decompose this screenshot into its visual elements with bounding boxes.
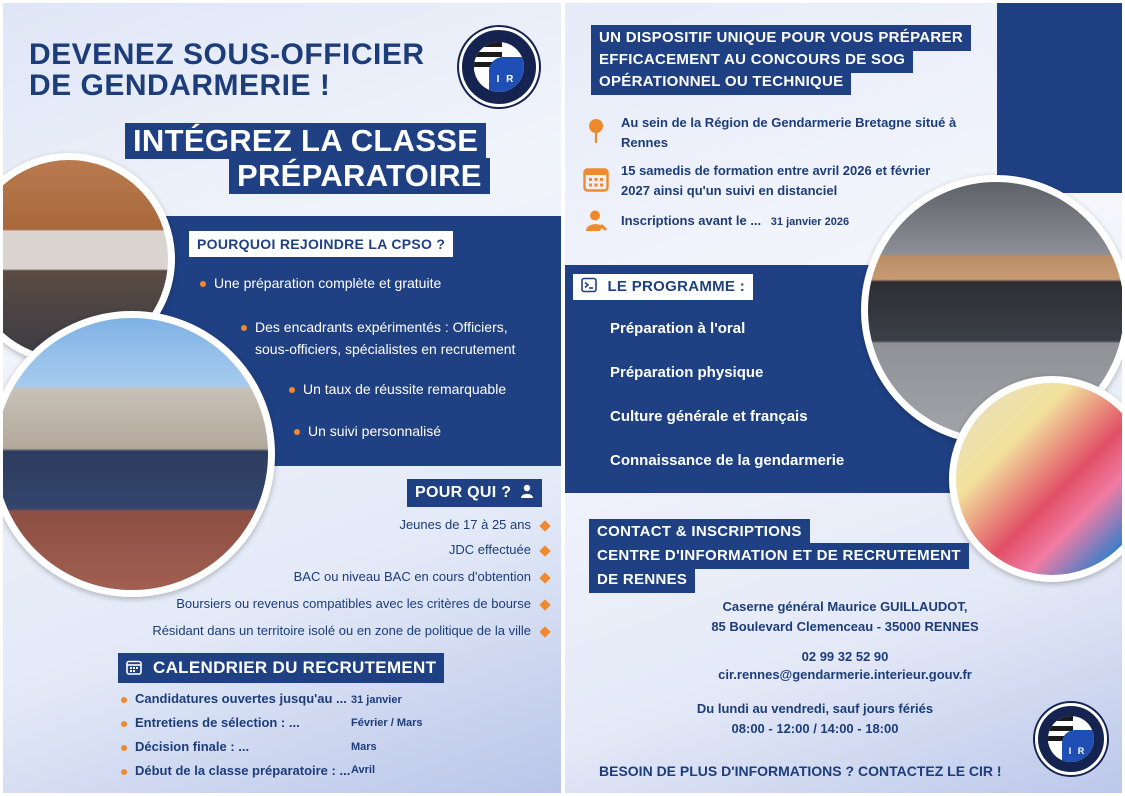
header-line-3: OPÉRATIONNEL OU TECHNIQUE (591, 69, 851, 95)
left-flyer (3, 3, 561, 793)
subtitle-line-2: PRÉPARATOIRE (229, 158, 490, 194)
why-item-2: Des encadrants expérimentés : Officiers, sous-officiers, spécialistes en recrutement (241, 316, 515, 360)
email: cir.rennes@gendarmerie.interieur.gouv.fr (718, 667, 972, 682)
user-edit-icon (585, 209, 609, 233)
contact-line-1: CONTACT & INSCRIPTIONS (589, 519, 810, 545)
calendar-heading: CALENDRIER DU RECRUTEMENT (118, 653, 444, 683)
calendar-item: Début de la classe préparatoire : ... (121, 761, 350, 781)
info-location: Au sein de la Région de Gendarmerie Bretagne situé à Rennes (621, 115, 957, 150)
address: Caserne général Maurice GUILLAUDOT, 85 Boulevard Clemenceau - 35000 RENNES (711, 599, 979, 634)
why-heading: POURQUOI REJOINDRE LA CPSO ? (189, 231, 453, 257)
who-item: Boursiers ou revenus compatibles avec les critères de bourse (176, 594, 549, 614)
program-item: Préparation physique (610, 364, 764, 381)
edge-bar (997, 3, 1122, 193)
header-line-1: UN DISPOSITIF UNIQUE POUR VOUS PRÉPARER (591, 25, 971, 51)
who-item: Résidant dans un territoire isolé ou en zone de politique de la ville (152, 621, 549, 641)
who-item: Jeunes de 17 à 25 ans (399, 515, 549, 535)
info-dates: 15 samedis de formation entre avril 2026 et février 2027 ainsi qu'un suivi en distanciel (621, 163, 931, 198)
person-icon (520, 484, 534, 498)
right-flyer (565, 3, 1122, 793)
why-item-4: Un suivi personnalisé (294, 421, 441, 441)
calendar-item: Décision finale : ... (121, 737, 249, 757)
calendar-value: 31 janvier (351, 694, 402, 706)
program-item: Préparation à l'oral (610, 320, 746, 337)
location-pin-icon (587, 118, 605, 144)
gendarmes-photo (3, 311, 275, 597)
contact-line-3: DE RENNES (589, 567, 695, 593)
calendar-item: Candidatures ouvertes jusqu'au ... (121, 689, 347, 709)
info-inscriptions: Inscriptions avant le ... 31 janvier 2026 (621, 213, 850, 228)
phone: 02 99 32 52 90 (801, 649, 889, 664)
calendar-value: Février / Mars (351, 717, 423, 729)
cir-logo: C I R (459, 27, 539, 107)
program-item: Connaissance de la gendarmerie (610, 452, 845, 469)
subtitle-line-1: INTÉGREZ LA CLASSE (125, 123, 486, 159)
calendar-value: Mars (351, 741, 377, 753)
contact-line-2: CENTRE D'INFORMATION ET DE RECRUTEMENT (589, 543, 969, 569)
why-item-3: Un taux de réussite remarquable (289, 379, 506, 399)
main-title: DEVENEZ SOUS-OFFICIER DE GENDARMERIE ! (29, 38, 425, 102)
who-heading: POUR QUI ? (407, 479, 542, 507)
header-line-2: EFFICACEMENT AU CONCOURS DE SOG (591, 47, 913, 73)
cir-logo-bottom: C I R (1035, 703, 1107, 775)
program-item: Culture générale et français (610, 408, 808, 425)
who-item: JDC effectuée (449, 540, 549, 560)
terminal-icon (581, 277, 597, 293)
calendar-icon (583, 166, 609, 192)
calendar-item: Entretiens de sélection : ... (121, 713, 300, 733)
program-heading: LE PROGRAMME : (573, 274, 753, 300)
who-item: BAC ou niveau BAC en cours d'obtention (294, 567, 549, 587)
hours: Du lundi au vendredi, sauf jours fériés 08:00 - 12:00 / 14:00 - 18:00 (696, 701, 934, 736)
calendar-icon (126, 659, 142, 675)
why-item-1: Une préparation complète et gratuite (200, 273, 441, 293)
calendar-value: Avril (351, 764, 376, 776)
footer-cta: BESOIN DE PLUS D'INFORMATIONS ? CONTACTEZ LE CIR ! (599, 763, 1002, 779)
